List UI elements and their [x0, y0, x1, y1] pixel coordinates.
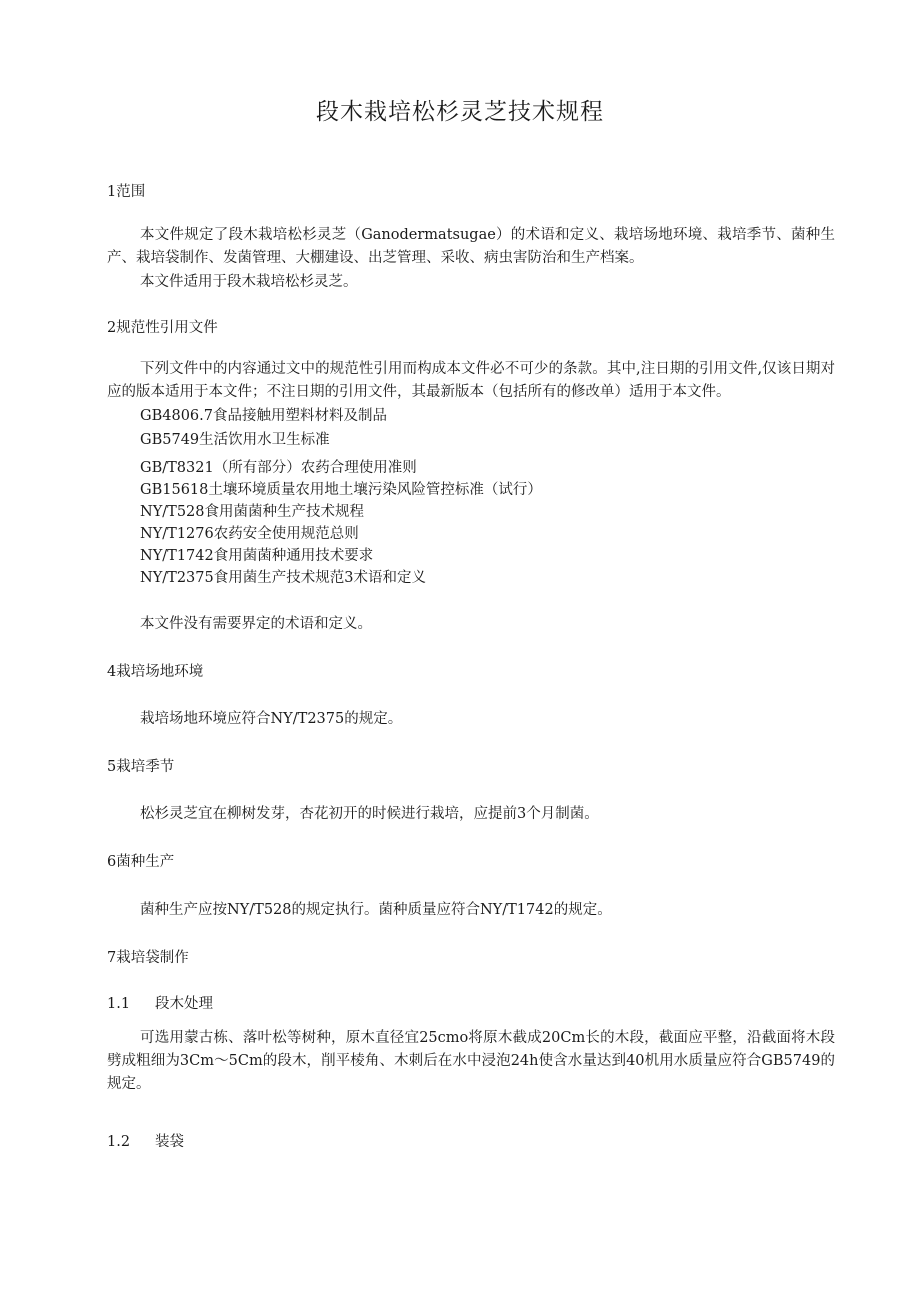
- document-title: 段木栽培松杉灵芝技术规程: [316, 99, 604, 125]
- section-7-heading: 7栽培袋制作: [107, 950, 189, 966]
- subsection-number: 1.2: [107, 1134, 131, 1150]
- subsection-title: 段木处理: [155, 996, 213, 1012]
- subsection-number: 1.1: [107, 996, 131, 1012]
- reference-item: GB15618土壤环境质量农用地土壤污染风险管控标准（试行）: [140, 482, 542, 498]
- section-2-paragraph-1: 下列文件中的内容通过文中的规范性引用而构成本文件必不可少的条款。其中,注日期的引用文件,仅该日期对应的版本适用于本文件；不注日期的引用文件，其最新版本（包括所有的修改单）适用于本文件。: [107, 361, 835, 400]
- section-5-heading: 5栽培季节: [107, 759, 175, 775]
- section-1-paragraph-1: 本文件规定了段木栽培松杉灵芝（Ganodermatsugae）的术语和定义、栽培场地环境、栽培季节、菌种生产、栽培袋制作、发菌管理、大棚建设、出芝管理、采收、病虫害防治和生产档案。: [107, 227, 835, 266]
- section-5-paragraph: 松杉灵芝宜在柳树发芽，杏花初开的时候进行栽培，应提前3个月制菌。: [140, 806, 599, 822]
- reference-item: NY/T528食用菌菌种生产技术规程: [140, 504, 364, 520]
- subsection-title: 装袋: [155, 1134, 184, 1150]
- section-7-paragraph-1: 可选用蒙古栋、落叶松等树种，原木直径宜25cmo将原木截成20Cm长的木段，截面应平整，沿截面将木段劈成粗细为3Cm～5Cm的段木，削平棱角、木刺后在水中浸泡24h使含水量达到40机用水质量应符合GB5749的规定。: [107, 1030, 835, 1092]
- section-4-heading: 4栽培场地环境: [107, 664, 204, 680]
- subsection-1-2-heading: [107, 1130, 184, 1151]
- reference-item: GB5749生活饮用水卫生标准: [140, 432, 330, 448]
- reference-item: NY/T2375食用菌生产技术规范3术语和定义: [140, 570, 426, 586]
- section-3-paragraph: 本文件没有需要界定的术语和定义。: [140, 616, 372, 632]
- section-1-heading: 1范围: [107, 184, 146, 200]
- reference-item: GB/T8321（所有部分）农药合理使用准则: [140, 460, 417, 476]
- subsection-1-1-heading: [107, 992, 213, 1013]
- reference-item: GB4806.7食品接触用塑料材料及制品: [140, 408, 387, 424]
- reference-item: NY/T1276农药安全使用规范总则: [140, 526, 359, 542]
- section-6-heading: 6菌种生产: [107, 854, 175, 870]
- reference-item: NY/T1742食用菌菌种通用技术要求: [140, 548, 374, 564]
- section-2-heading: 2规范性引用文件: [107, 320, 218, 336]
- section-4-paragraph: 栽培场地环境应符合NY/T2375的规定。: [140, 711, 403, 727]
- section-6-paragraph: 菌种生产应按NY/T528的规定执行。菌种质量应符合NY/T1742的规定。: [140, 902, 612, 918]
- section-1-paragraph-2: 本文件适用于段木栽培松杉灵芝。: [140, 274, 358, 290]
